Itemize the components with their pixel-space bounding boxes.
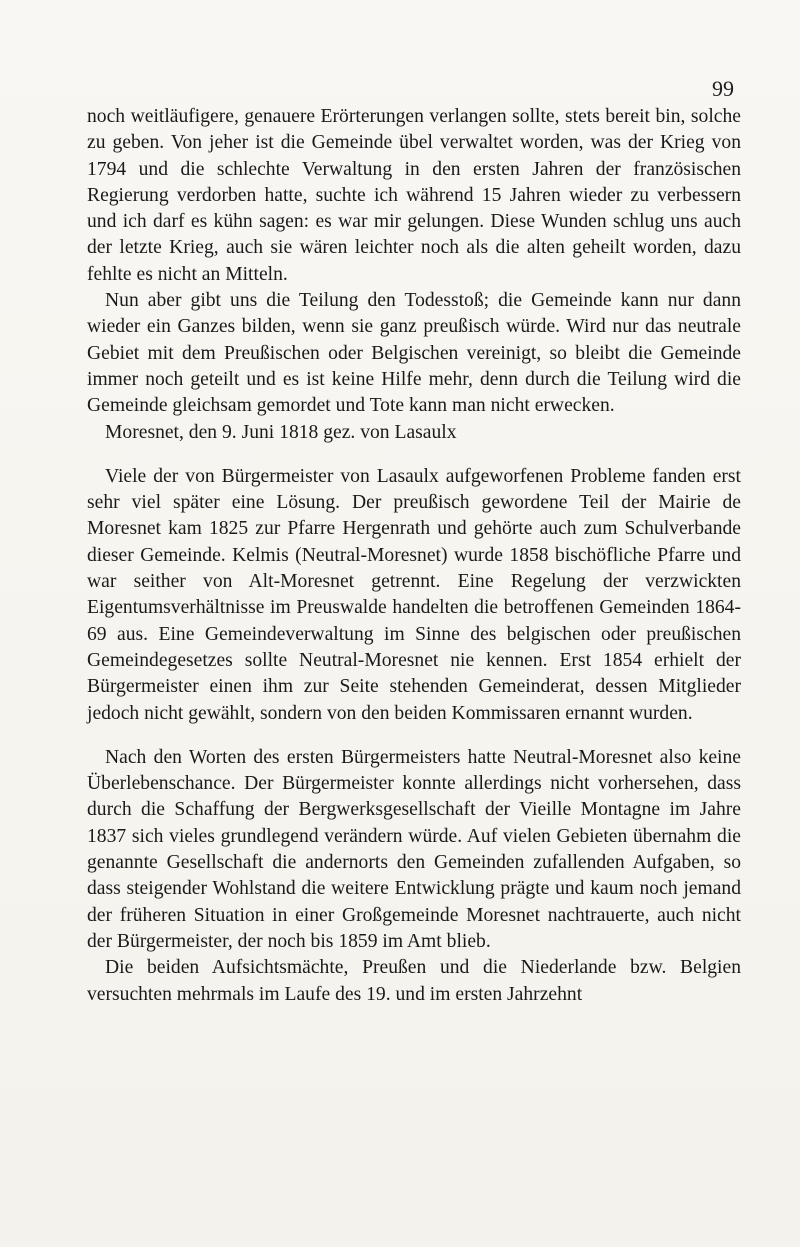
paragraph-teilung: Nun aber gibt uns die Teilung den Todesstoß; die Gemeinde kann nur dann wieder ein Ganzes bilden, wenn sie ganz preußisch würde. Wird nur das neutrale Gebiet mit dem Preußischen oder Belgischen vereinigt, so bleibt die Gemeinde immer noch geteilt und es ist keine Hilfe mehr, denn durch die Teilung wird die Gemeinde gleichsam gemordet und Tote kann man nicht erwecken. <box>87 290 741 417</box>
paragraph-ueberlebenschance: Nach den Worten des ersten Bürgermeisters hatte Neutral-Moresnet also keine Überlebenschance. Der Bürgermeister konnte allerdings nicht vorhersehen, dass durch die Schaffung der Bergwerksgesellschaft der Vieille Montagne im Jahre 1837 sich vieles grundlegend verändern würde. Auf vielen Gebieten übernahm die genannte Gesellschaft die andernorts den Gemeinden zufallenden Aufgaben, so dass steigender Wohlstand die weitere Entwicklung prägte und kaum noch jemand der früheren Situation in einer Großgemeinde Moresnet nachtrauerte, auch nicht der Bürgermeister, der noch bis 1859 im Amt blieb. <box>87 746 741 952</box>
signature-line: Moresnet, den 9. Juni 1818 gez. von Lasaulx <box>105 421 457 443</box>
page-number: 99 <box>712 76 734 101</box>
paragraph-continuation: noch weitläufigere, genauere Erörterungen verlangen sollte, stets bereit bin, solche zu geben. Von jeher ist die Gemeinde übel verwaltet worden, was der Krieg von 1794 und die schlechte Verwaltung in den ersten Jahren der französischen Regierung verdorben hatte, suchte ich während 15 Jahren wieder zu verbessern und ich darf es kühn sagen: es war mir gelungen. Diese Wunden schlug uns auch der letzte Krieg, auch sie wären leichter noch als die alten geheilt worden, dazu fehlte es nicht an Mitteln. <box>87 106 741 285</box>
paragraph-probleme: Viele der von Bürgermeister von Lasaulx aufgeworfenen Probleme fanden erst sehr viel später eine Lösung. Der preußisch gewordene Teil der Mairie de Moresnet kam 1825 zur Pfarre Hergenrath und gehörte auch zum Schulverbande dieser Gemeinde. Kelmis (Neutral-Moresnet) wurde 1858 bischöfliche Pfarre und war seither von Alt-Moresnet getrennt. Eine Regelung der verzwickten Eigentumsverhältnisse im Preuswalde handelten die betroffenen Gemeinden 1864-69 aus. Eine Gemeindeverwaltung im Sinne des belgischen oder preußischen Gemeindegesetzes sollte Neutral-Moresnet nie kennen. Erst 1854 erhielt der Bürgermeister einen ihm zur Seite stehenden Gemeinderat, dessen Mitglieder jedoch nicht gewählt, sondern von den beiden Kommissaren ernannt wurden. <box>87 465 741 724</box>
paragraph-aufsichtsmaechte: Die beiden Aufsichtsmächte, Preußen und die Niederlande bzw. Belgien versuchten mehrmals im Laufe des 19. und im ersten Jahrzehnt <box>87 957 741 1005</box>
body-text <box>87 104 741 1008</box>
